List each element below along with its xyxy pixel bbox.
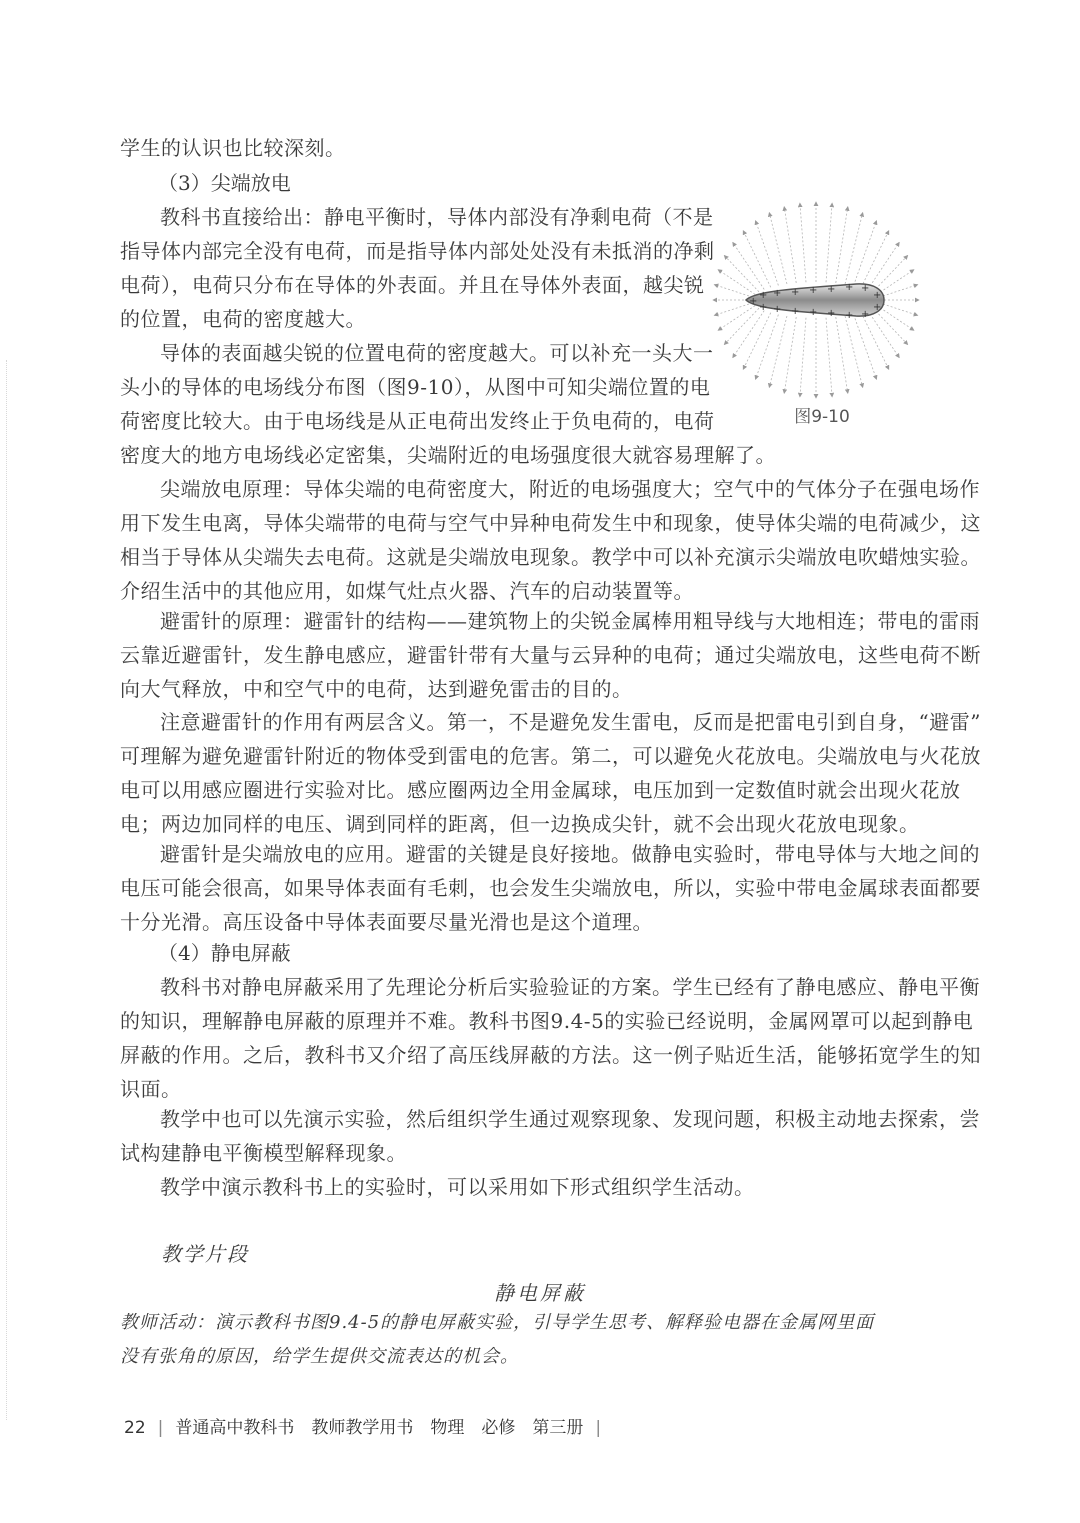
field-line [800, 318, 806, 397]
field-line [784, 207, 796, 283]
section-3-heading: （3）尖端放电 [158, 171, 291, 195]
figure-caption: 图9-10 [794, 407, 850, 427]
field-line [714, 303, 752, 316]
teaching-excerpt-label: 教学片段 [161, 1242, 249, 1266]
plus-charge-icon: + [827, 284, 836, 295]
field-line [873, 308, 908, 344]
field-line [826, 318, 832, 397]
conductor-field-diagram [696, 194, 936, 434]
plus-charge-icon: + [809, 307, 818, 318]
field-line [826, 203, 832, 282]
plus-charge-icon: + [791, 306, 800, 317]
field-line [714, 285, 752, 298]
plus-charge-icon: + [759, 302, 768, 313]
field-line [845, 213, 863, 284]
page-number: 22 [124, 1418, 146, 1438]
plus-charge-icon: + [845, 310, 854, 321]
plus-charge-icon: + [791, 287, 800, 298]
section-3-paragraph-4: 避雷针的原理：避雷针的结构——建筑物上的尖锐金属棒用粗导线与大地相连；带电的雷雨 云靠近避雷针，发生静电感应，避雷针带有大量与云异种的电荷；通过尖端放电，这些电荷不断 向大气释放，中和空气中的电荷，达到避免雷击的目的。 [120, 609, 981, 701]
intro-line: 学生的认识也比较深刻。 [120, 136, 346, 160]
plus-charge-icon: + [773, 304, 782, 315]
field-line [756, 221, 779, 286]
plus-charge-icon: + [873, 302, 882, 313]
teaching-excerpt-body: 教师活动：演示教科书图9.4-5的静电屏蔽实验，引导学生思考、解释验电器在金属网里面 没有张角的原因，给学生提供交流表达的机会。 [120, 1312, 875, 1367]
plus-charge-icon: + [861, 283, 870, 294]
footer-separator: | [157, 1418, 164, 1438]
field-line [845, 316, 863, 387]
section-3-paragraph-2: 导体的表面越尖锐的位置电荷的密度越大。可以补充一头大一 头小的导体的电场线分布图（图9-10），从图中可知尖端位置的电 荷密度比较大。由于电场线是从正电荷出发终止于负电荷的，电荷 密度大的地方电场线必定密集，尖端附近的电场强度很大就容易理解了。 [120, 341, 776, 467]
section-3-paragraph-1: 教科书直接给出：静电平衡时，导体内部没有净剩电荷（不是 指导体内部完全没有电荷，而是指导体内部处处没有未抵消的净剩 电荷），电荷只分布在导体的外表面。并且在导体外表面，越尖锐 的位置，电荷的密度越大。 [120, 205, 715, 331]
section-3-paragraph-5: 注意避雷针的作用有两层含义。第一，不是避免发生雷电，反而是把雷电引到自身，“避雷” 可理解为避免避雷针附近的物体受到雷电的危害。第二，可以避免火花放电。尖端放电与火花放 电可以用感应圈进行实验对比。感应圈两边全用金属球，电压加到一定数值时就会出现火花放 电；两边加同样的电压、调到同样的距离，但一边换成尖针，就不会出现火花放电现象。 [120, 710, 981, 836]
page-footer [124, 1413, 613, 1438]
field-line [879, 303, 917, 316]
plus-charge-icon: + [759, 290, 768, 301]
section-3-paragraph-6: 避雷针是尖端放电的应用。避雷的关键是良好接地。做静电实验时，带电导体与大地之间的 电压可能会很高，如果导体表面有毛刺，也会发生尖端放电，所以，实验中带电金属球表面都要 十分光滑。高压设备中导体表面要尽量光滑也是这个道理。 [120, 842, 981, 934]
section-3-paragraph-3: 尖端放电原理：导体尖端的电荷密度大，附近的电场强度大；空气中的气体分子在强电场作 用下发生电离，导体尖端带的电荷与空气中异种电荷发生中和现象，使导体尖端的电荷减少，这 相当于导体从尖端失去电荷。这就是尖端放电现象。教学中可以补充演示尖端放电吹蜡烛实验。 介绍生活中的其他应用，如煤气灶点火器、汽车的启动装置等。 [120, 477, 981, 603]
footer-separator-end: | [595, 1418, 602, 1438]
plus-charge-icon: + [749, 296, 758, 307]
plus-charge-icon: + [861, 309, 870, 320]
section-4-heading: （4）静电屏蔽 [158, 941, 291, 965]
field-line [879, 285, 917, 298]
teaching-excerpt-title: 静电屏蔽 [494, 1281, 586, 1305]
section-4-paragraph-3: 教学中演示教科书上的实验时，可以采用如下形式组织学生活动。 [160, 1175, 755, 1199]
plus-charge-icon: + [845, 282, 854, 293]
field-line [724, 256, 759, 292]
field-line [756, 315, 779, 380]
plus-charge-icon: + [773, 288, 782, 299]
plus-charge-icon: + [827, 308, 836, 319]
field-line-figure [696, 194, 936, 434]
field-line [800, 203, 806, 282]
field-line [854, 315, 877, 380]
field-line [724, 308, 759, 344]
field-line [769, 316, 787, 387]
plus-charge-icon: + [809, 285, 818, 296]
book-title: 普通高中教科书 教师教学用书 物理 必修 第三册 [175, 1418, 584, 1438]
field-line [836, 207, 848, 283]
field-line [836, 317, 848, 393]
section-4-paragraph-1: 教科书对静电屏蔽采用了先理论分析后实验验证的方案。学生已经有了静电感应、静电平衡 的知识，理解静电屏蔽的原理并不难。教科书图9.4-5的实验已经说明，金属网罩可以起到静电 屏蔽的作用。之后，教科书又介绍了高压线屏蔽的方法。这一例子贴近生活，能够拓宽学生的知 识面。 [120, 975, 981, 1101]
plus-charge-icon: + [873, 290, 882, 301]
field-line [854, 221, 877, 286]
page-edge [6, 360, 8, 1420]
field-line [769, 213, 787, 284]
field-line [873, 256, 908, 292]
field-line [784, 317, 796, 393]
section-4-paragraph-2: 教学中也可以先演示实验，然后组织学生通过观察现象、发现问题，积极主动地去探索，尝 试构建静电平衡模型解释现象。 [120, 1107, 980, 1165]
